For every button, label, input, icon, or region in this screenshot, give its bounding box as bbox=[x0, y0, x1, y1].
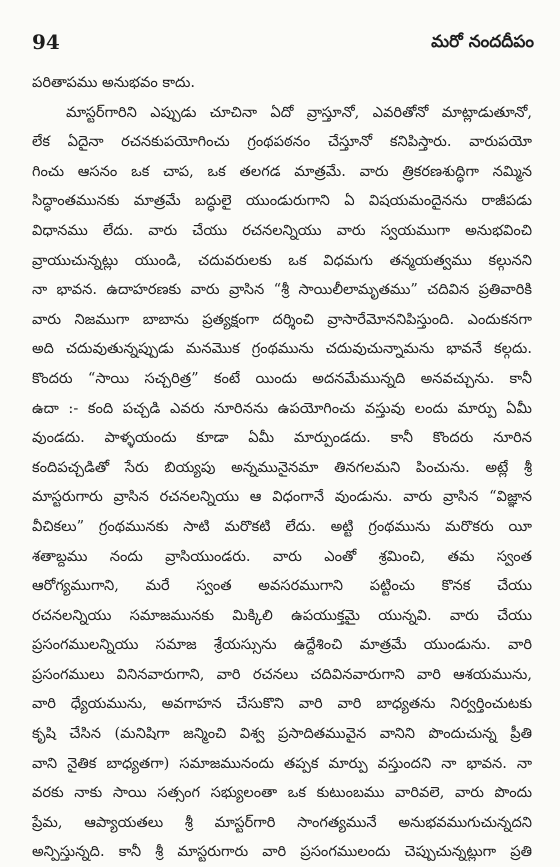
text-line: ప్రసంగములు వినినవారుగాని, వారి రచనలు చదివినవారుగాని వారి ఆశయమును, bbox=[32, 665, 532, 683]
text-line: అన్పిస్తున్నది. కానీ శ్రీ మాస్టరుగారు వారి ప్రసంగములందు చెప్పుచున్నట్లుగా ప్రతి bbox=[32, 843, 532, 861]
text-line: వీచికలు” గ్రంథమునకు సాటి మరొకటి లేదు. అట్టి గ్రంథమును మరొకరు యీ bbox=[32, 517, 532, 535]
text-line: రచనలన్నియు సమాజమునకు మిక్కిలి ఉపయుక్తమై యున్నవి. వారు చేయు bbox=[32, 606, 532, 624]
text-line: వాని నైతిక బాధ్యతగా) సమాజమునందు తప్పక మార్పు వస్తుందని నా భావన. నా bbox=[32, 754, 532, 772]
text-line: అది చదువుతున్నప్పుడు మనమొక గ్రంథమును చదువుచున్నామను భావనే కల్గదు. bbox=[32, 340, 532, 358]
text-line: వారి ధ్యేయమును, అవగాహన చేసుకొని వారి వారి బాధ్యతను నిర్వర్తించుటకు bbox=[32, 695, 532, 713]
page-header bbox=[32, 30, 534, 58]
text-line: పరితాపము అనుభవం కాదు. bbox=[32, 74, 196, 91]
running-title: మరో నందదీపం bbox=[431, 32, 534, 52]
body-text bbox=[32, 68, 532, 867]
text-line: ఉదా :- కంది పచ్చడి ఎవరు నూరినను ఉపయోగించు వస్తువు లందు మార్పు ఏమీ bbox=[32, 399, 532, 417]
text-line: సిద్ధాంతమునకు మాత్రమే బద్ధులై యుండురుగాని ఏ విషయమందైనను రాజీపడు bbox=[32, 192, 532, 210]
text-line: కందిపచ్చడితో సేరు బియ్యపు అన్నమునైనమా తినగలమని పించును. అట్లే శ్రీ bbox=[32, 458, 532, 476]
text-line: ప్రేమ, ఆప్యాయతలు శ్రీ మాస్టర్‌గారి సాంగత్యమునే అనుభవముగుచున్నదని bbox=[32, 813, 532, 831]
text-line: కొందరు “సాయి సచ్చరిత్ర” కంటే యిందు అదనమేమున్నది అనవచ్చును. కానీ bbox=[32, 369, 532, 387]
text-line: విధానము లేదు. వారు చేయు రచనలన్నియు వారు స్వయముగా అనుభవించి bbox=[32, 221, 532, 239]
text-line: శతాబ్దము నందు వ్రాసియుండరు. వారు ఎంతో శ్రమించి, తమ స్వంత bbox=[32, 547, 532, 565]
text-line: నా భావన. ఉదాహరణకు వారు వ్రాసిన “శ్రీ సాయిలీలామృతము” చదివిన ప్రతివారికి bbox=[32, 281, 532, 299]
text-line: వుండదు. పాళ్ళయందు కూడా ఏమీ మార్పుండదు. కానీ కొందరు నూరిన bbox=[32, 429, 532, 447]
text-line: వారు నిజముగా బాబాను ప్రత్యక్షంగా దర్శించి వ్రాసారేమోననిపిస్తుంది. ఎందుకనగా bbox=[32, 310, 532, 328]
text-line: మాస్టరుగారు వ్రాసిన రచనలన్నియు ఆ విధంగానే వుండును. వారు వ్రాసిన “విజ్ఞాన bbox=[32, 488, 532, 506]
text-line: మాస్టర్‌గారిని ఎప్పుడు చూచినా ఏదో వ్రాస్తూనో, ఎవరితోనో మాట్లాడుతూనో, bbox=[66, 103, 532, 121]
text-line: ఆరోగ్యముగాని, మరే స్వంత అవసరముగాని పట్టించు కొనక చేయు bbox=[32, 577, 532, 595]
text-line: కృషి చేసిన (మనిషిగా జన్మించి విశ్వ ప్రసాదితమువైన వానిని పొందుచున్న ప్రీతి bbox=[32, 725, 532, 743]
page-number: 94 bbox=[32, 30, 60, 54]
text-line: లేక ఏదైనా రచనకుపయోగించు గ్రంథపఠనం చేస్తూనో కనిపిస్తారు. వారుపయో bbox=[32, 133, 532, 151]
text-line: వరకు నాకు సాయి సత్సంగ సభ్యులంతా ఒక కుటుంబము వారివలె, వారు పొందు bbox=[32, 784, 532, 802]
text-line: ప్రసంగములన్నియు సమాజ శ్రేయస్సును ఉద్దేశించి మాత్రమే యుండును. వారి bbox=[32, 636, 532, 654]
text-line: గించు ఆసనం ఒక చాప, ఒక తలగడ మాత్రమే. వారు త్రికరణశుద్ధిగా నమ్మిన bbox=[32, 162, 532, 180]
text-line: వ్రాయుచున్నట్లు యుండి, చదువరులకు ఒక విధమగు తన్మయత్వము కల్గునని bbox=[32, 251, 532, 269]
